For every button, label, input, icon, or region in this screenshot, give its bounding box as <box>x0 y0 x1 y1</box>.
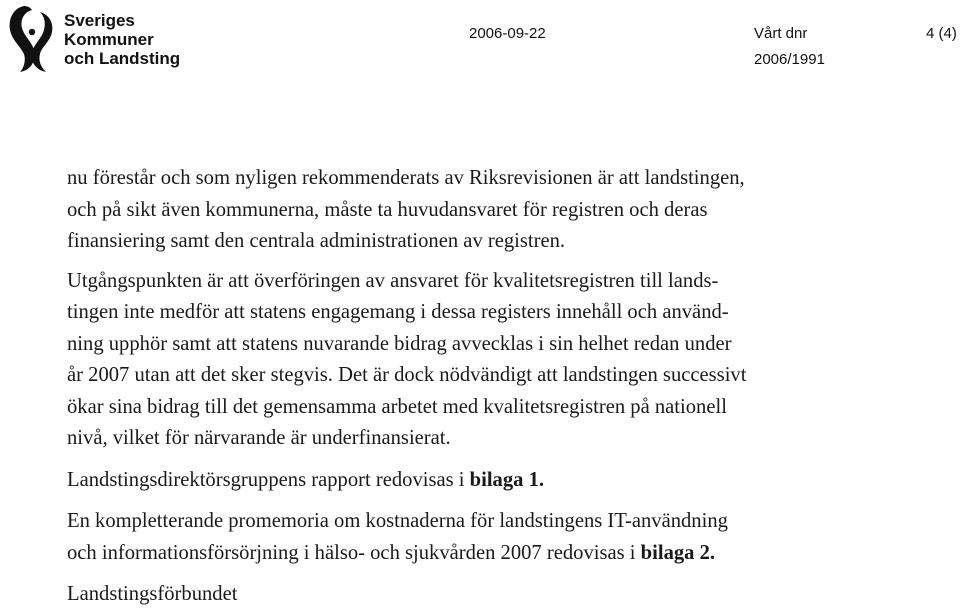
paragraph-1: nu förestår och som nyligen rekommenderats av Riksrevisionen är att landstingen, och på sikt även kommunerna, måste ta huvudansvaret för registren och deras finansiering samt den centrala administrationen av registren. <box>67 167 745 252</box>
document-header <box>0 0 960 80</box>
signature-line: Landstingsförbundet <box>67 583 238 605</box>
paragraph-3-period: . <box>538 468 545 491</box>
org-line-1: Sveriges <box>64 11 135 30</box>
organization-name <box>64 11 180 68</box>
document-body <box>67 163 947 611</box>
paragraph-4 <box>67 506 947 569</box>
paragraph-4-text: En kompletterande promemoria om kostnaderna för landstingens IT-användning och informationsförsörjning i hälso- och sjukvården 2007 redovisas i <box>67 510 728 564</box>
appendix-2-ref: bilaga 2 <box>640 541 710 564</box>
page-number: 4 (4) <box>926 25 957 42</box>
paragraph-3 <box>67 465 947 497</box>
skl-logo-icon <box>2 2 62 74</box>
reference-label: Vårt dnr <box>754 25 808 42</box>
paragraph-2: Utgångspunkten är att överföringen av ansvaret för kvalitetsregistren till lands- tingen inte medför att statens engagemang i dessa registers innehåll och använd- ning upphör samt att statens nuvarande bidrag avvecklas i sin helhet redan under år 2007 utan att det sker stegvis. Det är dock nödvändigt att landstingen successivt ökar sina bidrag till det gemensamma arbetet med kvalitetsregistren på nationell nivå, vilket för närvarande är underfinansierat. <box>67 269 747 449</box>
org-line-3: och Landsting <box>64 49 181 68</box>
org-line-2: Kommuner <box>64 30 154 49</box>
reference-number: 2006/1991 <box>754 51 825 68</box>
paragraph-4-period: . <box>709 541 716 564</box>
paragraph-3-text: Landstingsdirektörsgruppens rapport redovisas i <box>67 468 470 491</box>
appendix-1-ref: bilaga 1 <box>469 468 539 491</box>
document-date: 2006-09-22 <box>469 25 546 42</box>
